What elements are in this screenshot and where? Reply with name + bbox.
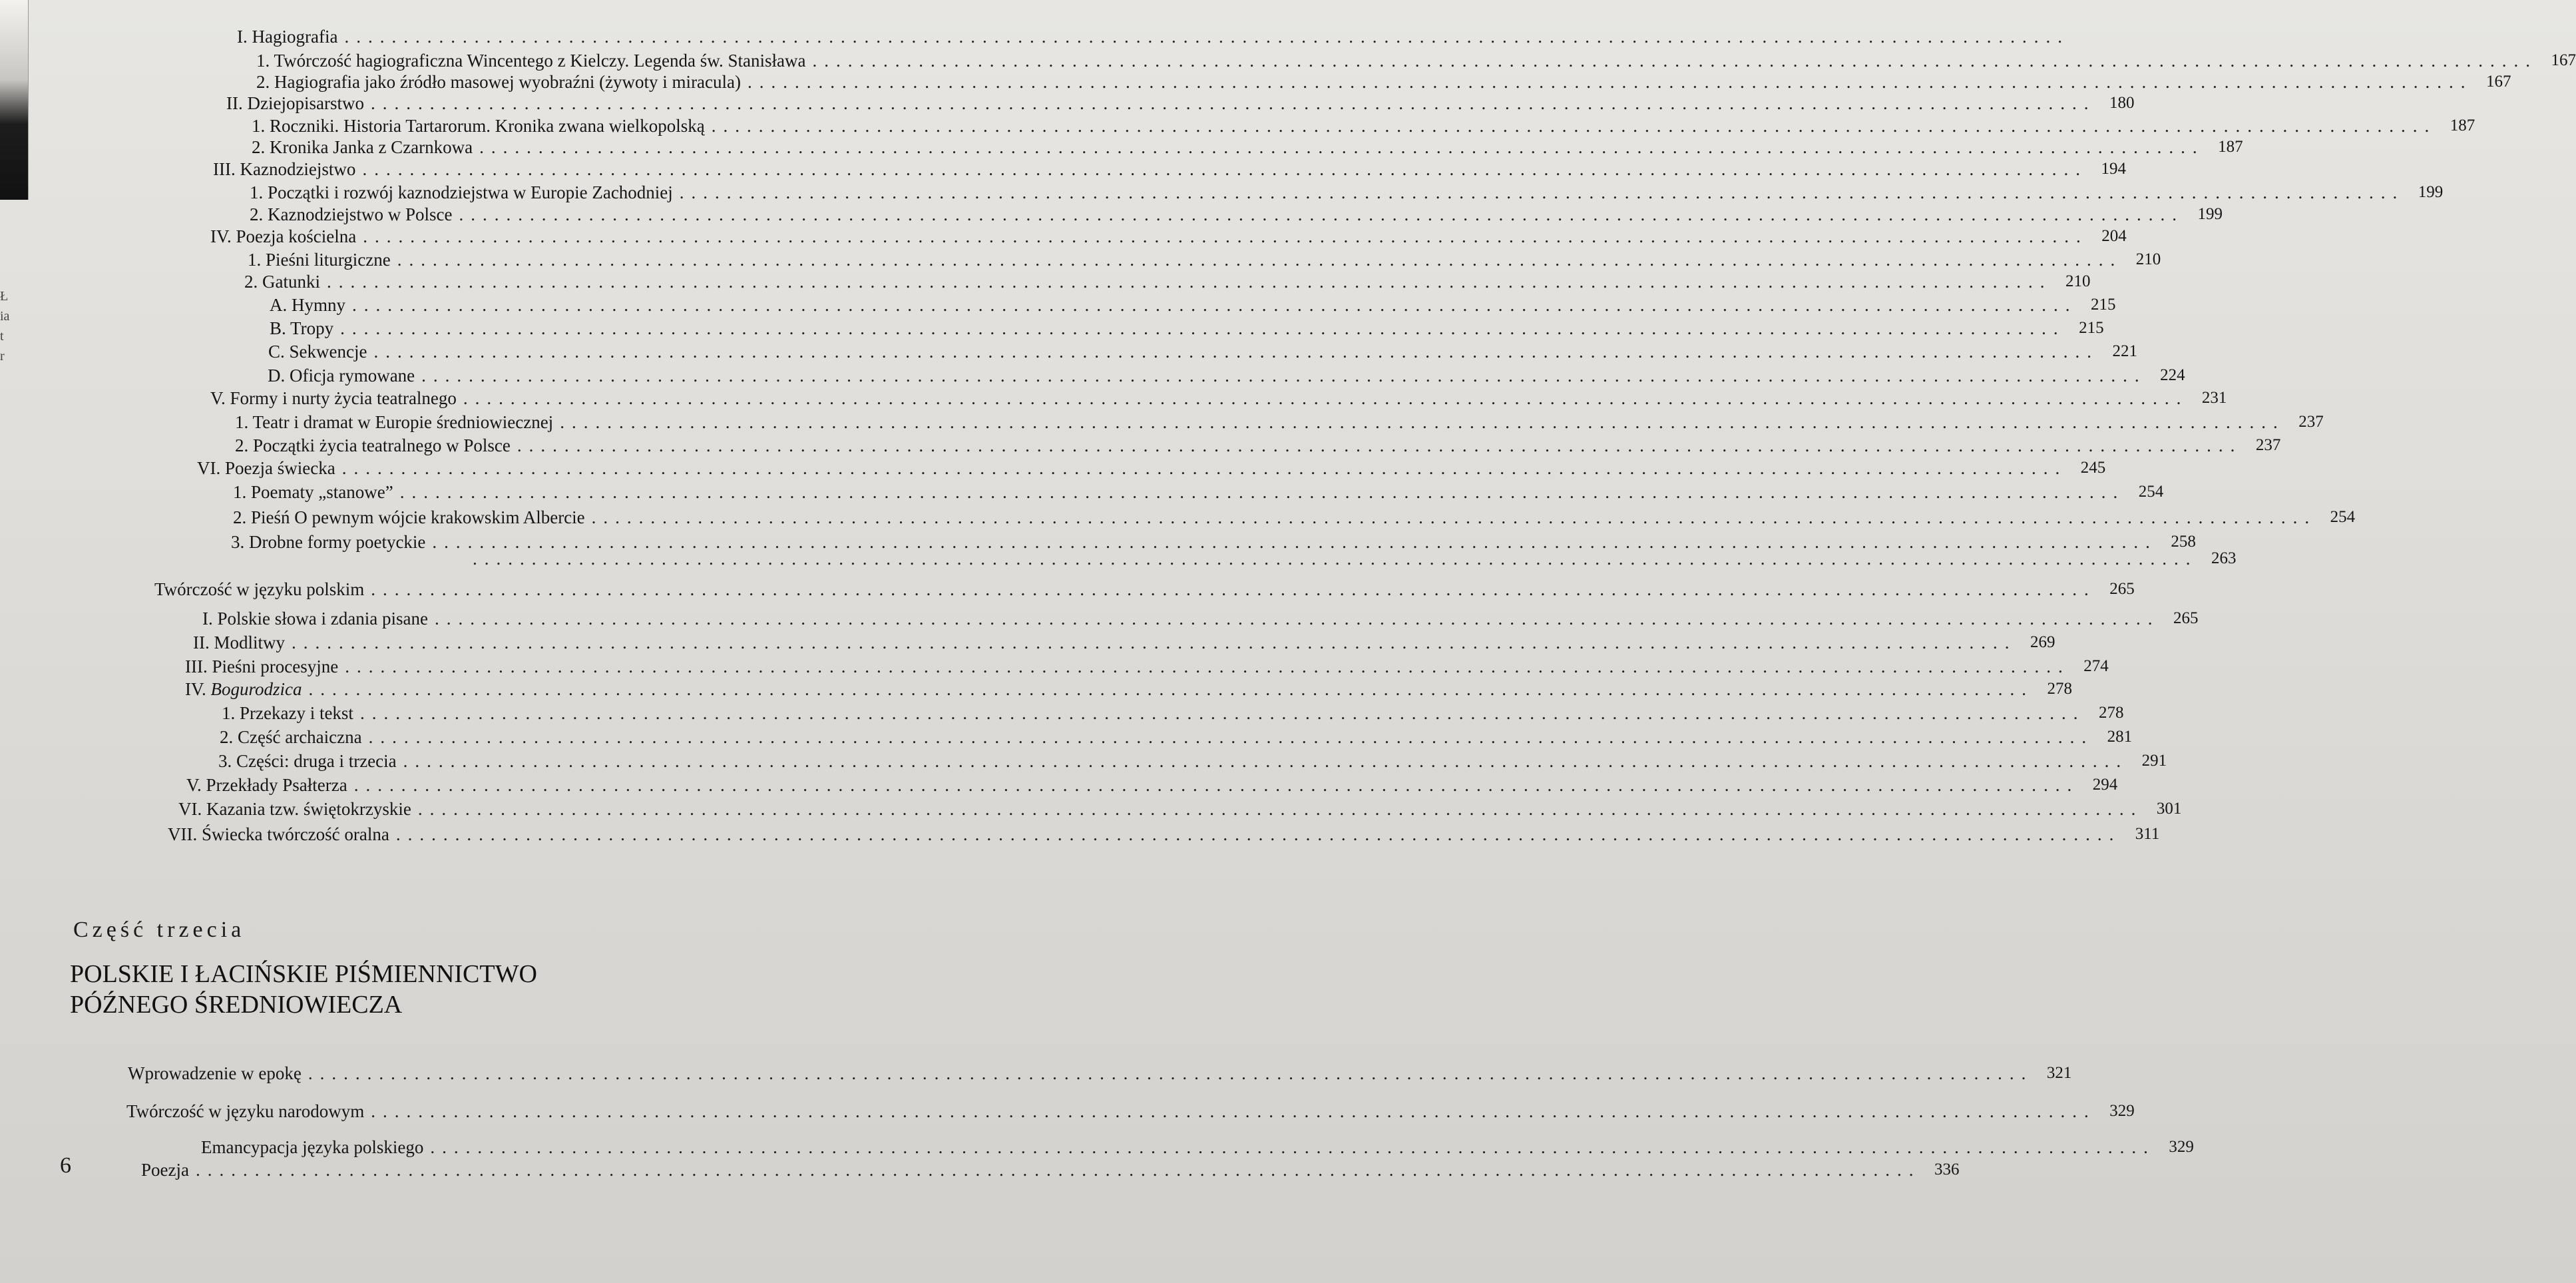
entry-page: 263 (2211, 549, 2237, 567)
photo-corner (0, 0, 29, 200)
entry-title: Części: druga i trzecia (236, 751, 397, 771)
dot-leader: .................................................................................................................................................. (195, 1160, 1921, 1180)
dot-leader: .................................................................................................................................................. (327, 272, 2052, 292)
margin-fragment: r (0, 349, 5, 364)
entry-numeral: 1. (256, 51, 270, 71)
entry-title: Poezja kościelna (236, 226, 357, 246)
margin-fragment: Ł (0, 289, 9, 304)
entry-page: 321 (2046, 1064, 2072, 1082)
dot-leader: .................................................................................................................................................. (517, 435, 2243, 455)
entry-page: 274 (2083, 657, 2109, 675)
toc-entry (252, 136, 2243, 158)
entry-title: Modlitwy (214, 633, 285, 652)
entry-numeral: 2. (252, 137, 266, 157)
entry-page: 187 (2450, 117, 2475, 134)
entry-numeral: V. (186, 775, 202, 795)
entry-page: 204 (2101, 227, 2127, 245)
toc-entry (178, 798, 2182, 820)
entry-page: 254 (2330, 508, 2356, 526)
part-label: Część trzecia (73, 917, 246, 942)
entry-page: 194 (2101, 160, 2126, 178)
entry-title: Sekwencje (289, 342, 367, 362)
page-number: 6 (60, 1153, 71, 1178)
entry-numeral: I. (202, 609, 213, 629)
dot-leader: .................................................................................................................................................. (373, 342, 2099, 362)
toc-entry (235, 434, 2281, 457)
toc-entry (220, 726, 2133, 748)
entry-title: Poezja świecka (225, 458, 335, 478)
entry-page: 210 (2065, 272, 2091, 290)
dot-leader: .................................................................................................................................................. (591, 507, 2317, 527)
entry-page: 215 (2079, 319, 2104, 337)
toc-entry (141, 1158, 1960, 1181)
dot-leader: .................................................................................................................................................. (560, 412, 2285, 432)
entry-page: 199 (2197, 205, 2223, 223)
entry-title: Część archaiczna (238, 727, 362, 747)
entry-page: 291 (2141, 752, 2167, 770)
entry-page: 278 (2098, 704, 2124, 722)
toc-entry (218, 750, 2167, 772)
entry-title: Wprowadzenie w epokę (128, 1063, 302, 1083)
toc-entry (186, 774, 2118, 796)
toc-entry (244, 270, 2091, 293)
entry-page: 221 (2112, 342, 2137, 360)
entry-numeral: 1. (248, 250, 262, 270)
toc-entry (222, 702, 2124, 724)
entry-title: Tropy (290, 318, 334, 338)
toc-entry (256, 71, 2511, 93)
entry-title: Oficja rymowane (290, 366, 415, 385)
entry-numeral: 2. (233, 507, 247, 527)
entry-page: 301 (2156, 800, 2182, 818)
dot-leader: .................................................................................................................................................. (352, 295, 2077, 315)
entry-numeral: 1. (222, 703, 236, 723)
entry-title: Przekłady Psałterza (206, 775, 347, 795)
toc-entry (201, 1136, 2194, 1158)
entry-page: 210 (2135, 250, 2161, 268)
entry-numeral: 1. (233, 482, 247, 502)
entry-page: 269 (2030, 633, 2055, 651)
entry-title: Teatr i dramat w Europie średniowiecznej (252, 412, 554, 432)
entry-page: 180 (2109, 94, 2135, 112)
dot-leader: .................................................................................................................................................. (345, 656, 2070, 676)
entry-numeral: 1. (252, 116, 266, 136)
entry-title: Formy i nurty życia teatralnego (230, 388, 457, 408)
dot-leader: .................................................................................................................................................. (711, 116, 2437, 136)
entry-title: Drobne formy poetyckie (249, 532, 426, 552)
toc-entry (268, 364, 2185, 387)
entry-page: 258 (2171, 533, 2196, 551)
entry-title: Początki życia teatralnego w Polsce (253, 435, 511, 455)
entry-numeral: II. (193, 633, 210, 652)
part-title (70, 959, 537, 1020)
dot-leader: .................................................................................................................................................. (812, 51, 2537, 71)
entry-numeral: V. (210, 388, 226, 408)
entry-title: Kronika Janka z Czarnkowa (270, 137, 473, 157)
dot-leader: .................................................................................................................................................. (463, 388, 2189, 408)
entry-numeral: 2. (244, 272, 258, 292)
entry-page: 215 (2091, 296, 2116, 314)
entry-page: 167 (2486, 73, 2511, 91)
entry-numeral: I. (237, 27, 248, 47)
entry-page: 329 (2169, 1138, 2194, 1156)
dot-leader: .................................................................................................................................................. (397, 250, 2123, 270)
dot-leader: .................................................................................................................................................. (341, 458, 2067, 478)
entry-title: Gatunki (262, 272, 320, 292)
dot-leader: .................................................................................................................................................. (359, 703, 2085, 723)
toc-entry (248, 248, 2161, 271)
facing-page-fragments (0, 286, 8, 366)
toc-entry (256, 49, 2576, 72)
toc-entry (197, 457, 2106, 479)
toc-entry (270, 294, 2116, 316)
entry-numeral: 1. (250, 182, 264, 202)
toc-entry (233, 481, 2164, 503)
toc-entry (128, 1062, 2072, 1085)
entry-title: Poezja (141, 1160, 189, 1180)
entry-page: 237 (2298, 413, 2324, 431)
dot-leader: .................................................................................................................................................. (679, 182, 2405, 202)
entry-page: 167 (2551, 51, 2576, 69)
dot-leader: .................................................................................................................................................. (417, 799, 2143, 819)
entry-numeral: 2. (235, 435, 249, 455)
margin-fragment: t (0, 329, 4, 344)
dot-leader: .................................................................................................................................................. (363, 226, 2088, 246)
toc-entry (252, 115, 2475, 137)
entry-title: Kazania tzw. świętokrzyskie (206, 799, 411, 819)
entry-title: Świecka twórczość oralna (201, 824, 389, 844)
entry-page: 329 (2109, 1102, 2135, 1120)
part-title-line-2: PÓŹNEGO ŚREDNIOWIECZA (70, 991, 403, 1019)
toc-entry (185, 655, 2109, 678)
entry-title: Pieśni procesyjne (212, 656, 339, 676)
toc-entry (233, 506, 2356, 529)
dot-leader: .................................................................................................................................................. (434, 609, 2160, 629)
entry-numeral: C. (268, 342, 285, 362)
dot-leader: .................................................................................................................................................. (430, 1137, 2155, 1157)
dot-leader: .................................................................................................................................................. (748, 72, 2473, 92)
toc-entry (268, 340, 2137, 363)
entry-title: Twórczość hagiograficzna Wincentego z Kielczy. Legenda św. Stanisława (274, 51, 806, 71)
toc-entry (185, 678, 2073, 700)
entry-page: 336 (1934, 1160, 1960, 1178)
entry-title: Kaznodziejstwo (240, 159, 356, 179)
entry-title: Roczniki. Historia Tartarorum. Kronika zwana wielkopolską (270, 116, 705, 136)
entry-numeral: IV. (210, 226, 232, 246)
dot-leader: .................................................................................................................................................. (432, 532, 2157, 552)
dot-leader: .................................................................................................................................................. (370, 93, 2096, 113)
margin-fragment: ia (0, 309, 10, 324)
toc-entry (250, 181, 2444, 204)
toc-entry (154, 578, 2135, 601)
dot-leader: .................................................................................................................................................. (395, 824, 2121, 844)
toc-entry (213, 158, 2126, 180)
entry-title: Kaznodziejstwo w Polsce (268, 204, 453, 224)
entry-page: 265 (2109, 580, 2135, 598)
toc-entry (168, 823, 2160, 846)
toc-entry (250, 203, 2223, 226)
dot-leader: .................................................................................................................................................. (421, 366, 2147, 385)
entry-numeral: B. (270, 318, 286, 338)
entry-numeral: 3. (231, 532, 245, 552)
entry-page: 224 (2160, 366, 2185, 384)
entry-title: Początki i rozwój kaznodziejstwa w Europie Zachodniej (268, 182, 673, 202)
dot-leader: .................................................................................................................................................. (399, 482, 2125, 502)
entry-title: Twórczość w języku narodowym (126, 1101, 365, 1121)
entry-title: Hagiografia jako źródło masowej wyobraźni (żywoty i miracula) (274, 72, 741, 92)
toc-entry (237, 25, 2069, 48)
entry-page: 187 (2218, 138, 2243, 156)
entry-title: Polskie słowa i zdania pisane (217, 609, 428, 629)
entry-page: 311 (2135, 825, 2160, 843)
entry-page: 294 (2092, 776, 2118, 794)
toc-entry (202, 607, 2199, 630)
entry-numeral: 2. (256, 72, 270, 92)
entry-numeral: VI. (178, 799, 202, 819)
dot-leader: .................................................................................................................................................. (473, 549, 2198, 569)
dot-leader: .................................................................................................................................................. (403, 751, 2129, 771)
toc-entry (466, 547, 2237, 570)
entry-numeral: D. (268, 366, 286, 385)
entry-title: Bogurodzica (210, 679, 302, 699)
toc-entry (210, 225, 2127, 248)
entry-numeral: A. (270, 295, 288, 315)
dot-leader: .................................................................................................................................................. (308, 679, 2034, 699)
entry-numeral: II. (226, 93, 243, 113)
entry-title: Hagiografia (252, 27, 338, 47)
dot-leader: .................................................................................................................................................. (292, 633, 2017, 652)
toc-entry (126, 1100, 2135, 1123)
entry-page: 199 (2418, 183, 2444, 201)
toc-entry (226, 92, 2135, 115)
entry-page: 231 (2201, 389, 2227, 407)
dot-leader: .................................................................................................................................................. (362, 159, 2087, 179)
entry-title: Pieśni liturgiczne (266, 250, 391, 270)
dot-leader: .................................................................................................................................................. (371, 1101, 2096, 1121)
toc-entry (193, 631, 2055, 654)
entry-title: Twórczość w języku polskim (154, 579, 365, 599)
dot-leader: .................................................................................................................................................. (368, 727, 2094, 747)
dot-leader: .................................................................................................................................................. (344, 27, 2069, 47)
entry-page: 265 (2173, 609, 2199, 627)
part-title-line-1: POLSKIE I ŁACIŃSKIE PIŚMIENNICTWO (70, 960, 537, 988)
toc-entry (235, 411, 2324, 433)
entry-page: 237 (2255, 436, 2281, 454)
entry-title: Przekazy i tekst (240, 703, 353, 723)
toc-entry (270, 317, 2104, 340)
entry-title: Dziejopisarstwo (247, 93, 364, 113)
entry-page: 281 (2107, 728, 2133, 746)
entry-numeral: 3. (218, 751, 232, 771)
entry-numeral: 1. (235, 412, 249, 432)
entry-title: Pieśń O pewnym wójcie krakowskim Albercie (251, 507, 585, 527)
entry-title: Emancypacja języka polskiego (201, 1137, 424, 1157)
dot-leader: .................................................................................................................................................. (340, 318, 2065, 338)
entry-title: Hymny (292, 295, 345, 315)
entry-page: 245 (2080, 459, 2106, 477)
toc-entry (210, 387, 2227, 409)
entry-numeral: VII. (168, 824, 198, 844)
entry-numeral: III. (185, 656, 208, 676)
dot-leader: .................................................................................................................................................. (308, 1063, 2034, 1083)
entry-numeral: III. (213, 159, 236, 179)
entry-numeral: 2. (220, 727, 234, 747)
entry-title: Poematy „stanowe” (251, 482, 393, 502)
entry-numeral: VI. (197, 458, 221, 478)
dot-leader: .................................................................................................................................................. (459, 204, 2184, 224)
entry-page: 278 (2047, 680, 2073, 698)
dot-leader: .................................................................................................................................................. (479, 137, 2205, 157)
entry-numeral: IV. (185, 679, 206, 699)
entry-page: 254 (2138, 483, 2164, 501)
dot-leader: .................................................................................................................................................. (353, 775, 2079, 795)
entry-numeral: 2. (250, 204, 264, 224)
dot-leader: .................................................................................................................................................. (371, 579, 2096, 599)
